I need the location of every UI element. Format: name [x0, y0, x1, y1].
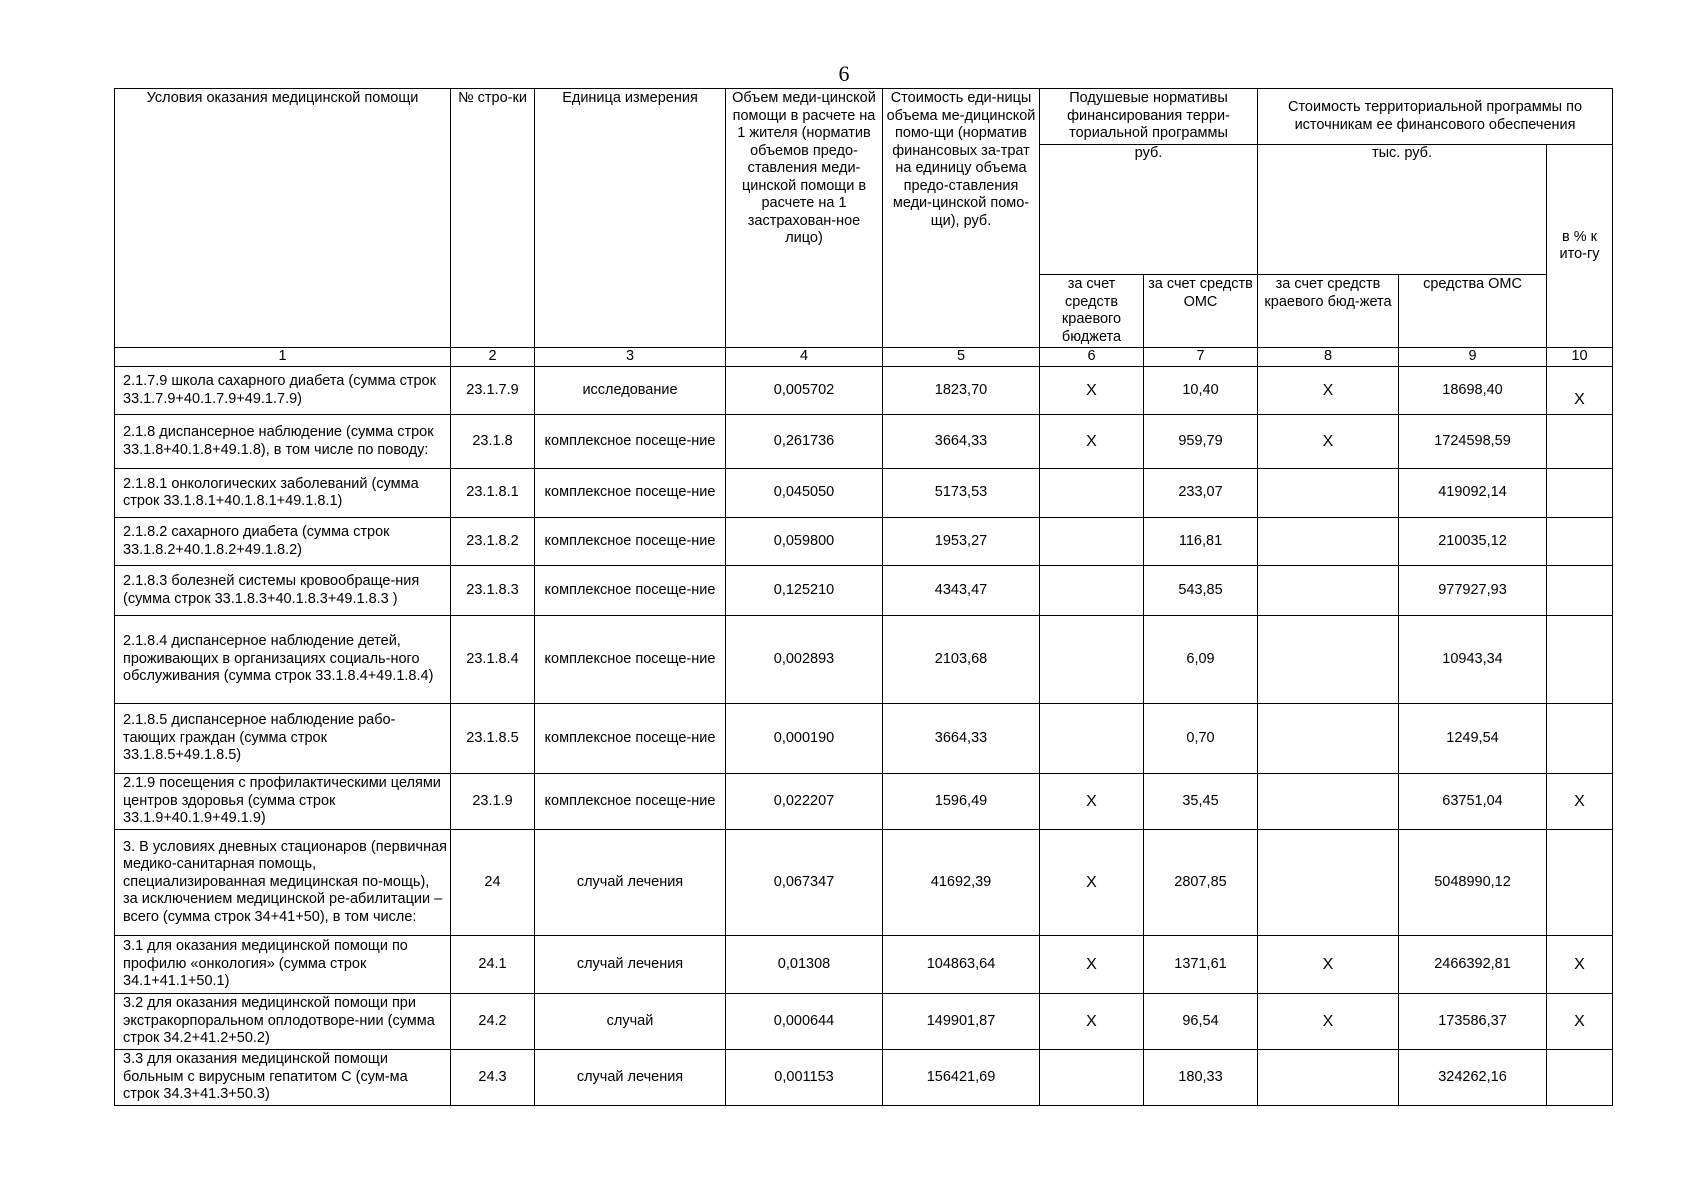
column-number: 6 [1040, 348, 1144, 367]
table-row [115, 518, 1613, 566]
row-regional-budget-cost [1258, 830, 1399, 936]
row-unit-cost: 104863,64 [883, 936, 1040, 994]
row-condition: 2.1.8.4 диспансерное наблюдение детей, проживающих в организациях социаль-ного обслуживания (сумма строк 33.1.8.4+49.1.8.4) [115, 616, 451, 704]
row-condition: 2.1.8.2 сахарного диабета (сумма строк 33.1.8.2+40.1.8.2+49.1.8.2) [115, 518, 451, 566]
column-number: 1 [115, 348, 451, 367]
row-regional-budget-norm: Х [1040, 936, 1144, 994]
row-unit-cost: 41692,39 [883, 830, 1040, 936]
row-regional-budget-cost [1258, 616, 1399, 704]
column-number: 10 [1547, 348, 1613, 367]
row-regional-budget-cost: Х [1258, 367, 1399, 415]
header-unit: Единица измерения [535, 89, 726, 348]
row-percent [1547, 469, 1613, 518]
row-oms-norm: 180,33 [1144, 1050, 1258, 1106]
row-condition: 2.1.8 диспансерное наблюдение (сумма строк 33.1.8+40.1.8+49.1.8), в том числе по поводу: [115, 415, 451, 469]
row-line-number: 23.1.7.9 [451, 367, 535, 415]
header-unit-cost: Стоимость еди-ницы объема ме-дицинской помо-щи (норматив финансовых за-трат на единицу объема предо-ставления меди-цинской помо-щи), руб. [883, 89, 1040, 348]
row-volume: 0,059800 [726, 518, 883, 566]
header-line-number: № стро-ки [451, 89, 535, 348]
row-line-number: 23.1.8.5 [451, 704, 535, 774]
column-number: 8 [1258, 348, 1399, 367]
table-body [115, 367, 1613, 1106]
row-line-number: 23.1.8.2 [451, 518, 535, 566]
row-percent [1547, 566, 1613, 616]
row-unit-cost: 5173,53 [883, 469, 1040, 518]
column-number: 7 [1144, 348, 1258, 367]
table-row [115, 367, 1613, 415]
row-regional-budget-norm: Х [1040, 415, 1144, 469]
row-oms-cost: 173586,37 [1399, 994, 1547, 1050]
header-program-cost: Стоимость территориальной программы по источникам ее финансового обеспечения [1258, 89, 1613, 145]
table-row [115, 936, 1613, 994]
table-row [115, 616, 1613, 704]
row-regional-budget-cost: Х [1258, 994, 1399, 1050]
row-oms-norm: 233,07 [1144, 469, 1258, 518]
row-oms-cost: 63751,04 [1399, 774, 1547, 830]
row-regional-budget-norm: Х [1040, 994, 1144, 1050]
row-line-number: 23.1.8.4 [451, 616, 535, 704]
row-regional-budget-norm [1040, 469, 1144, 518]
row-condition: 2.1.7.9 школа сахарного диабета (сумма строк 33.1.7.9+40.1.7.9+49.1.7.9) [115, 367, 451, 415]
row-unit: комплексное посеще-ние [535, 616, 726, 704]
row-unit: комплексное посеще-ние [535, 704, 726, 774]
row-oms-cost: 1724598,59 [1399, 415, 1547, 469]
row-volume: 0,067347 [726, 830, 883, 936]
row-unit-cost: 156421,69 [883, 1050, 1040, 1106]
row-unit-cost: 3664,33 [883, 704, 1040, 774]
row-oms-norm: 116,81 [1144, 518, 1258, 566]
row-regional-budget-norm: Х [1040, 367, 1144, 415]
row-regional-budget-cost [1258, 1050, 1399, 1106]
row-regional-budget-norm [1040, 1050, 1144, 1106]
table-row [115, 774, 1613, 830]
row-oms-norm: 543,85 [1144, 566, 1258, 616]
row-volume: 0,005702 [726, 367, 883, 415]
row-regional-budget-norm [1040, 616, 1144, 704]
header-unit-thous-rub: тыс. руб. [1258, 145, 1547, 275]
column-number-row [115, 348, 1613, 367]
row-unit: случай [535, 994, 726, 1050]
row-regional-budget-norm [1040, 704, 1144, 774]
header-oms-norm: за счет средств ОМС [1144, 275, 1258, 348]
column-number: 4 [726, 348, 883, 367]
row-regional-budget-cost [1258, 704, 1399, 774]
column-number: 2 [451, 348, 535, 367]
row-condition: 2.1.8.3 болезней системы кровообраще-ния (сумма строк 33.1.8.3+40.1.8.3+49.1.8.3 ) [115, 566, 451, 616]
row-oms-norm: 35,45 [1144, 774, 1258, 830]
row-unit: случай лечения [535, 1050, 726, 1106]
column-number: 3 [535, 348, 726, 367]
row-oms-cost: 977927,93 [1399, 566, 1547, 616]
row-line-number: 24.2 [451, 994, 535, 1050]
row-regional-budget-cost: Х [1258, 936, 1399, 994]
table-row [115, 415, 1613, 469]
row-volume: 0,261736 [726, 415, 883, 469]
row-volume: 0,045050 [726, 469, 883, 518]
header-regional-budget-norm: за счет средств краевого бюджета [1040, 275, 1144, 348]
row-unit: случай лечения [535, 936, 726, 994]
row-oms-cost: 10943,34 [1399, 616, 1547, 704]
row-oms-norm: 959,79 [1144, 415, 1258, 469]
row-percent [1547, 518, 1613, 566]
row-volume: 0,001153 [726, 1050, 883, 1106]
row-oms-norm: 6,09 [1144, 616, 1258, 704]
table-row [115, 469, 1613, 518]
row-line-number: 24.3 [451, 1050, 535, 1106]
row-oms-cost: 5048990,12 [1399, 830, 1547, 936]
row-percent [1547, 704, 1613, 774]
row-regional-budget-norm [1040, 566, 1144, 616]
header-per-capita-norms: Подушевые нормативы финансирования терри-ториальной программы [1040, 89, 1258, 145]
row-regional-budget-cost: Х [1258, 415, 1399, 469]
row-unit-cost: 4343,47 [883, 566, 1040, 616]
page-number: 6 [838, 61, 850, 86]
row-unit-cost: 2103,68 [883, 616, 1040, 704]
row-regional-budget-norm: Х [1040, 774, 1144, 830]
table-row [115, 566, 1613, 616]
row-oms-cost: 2466392,81 [1399, 936, 1547, 994]
row-oms-cost: 324262,16 [1399, 1050, 1547, 1106]
row-percent [1547, 830, 1613, 936]
row-unit-cost: 149901,87 [883, 994, 1040, 1050]
row-oms-norm: 1371,61 [1144, 936, 1258, 994]
row-oms-cost: 210035,12 [1399, 518, 1547, 566]
row-oms-cost: 1249,54 [1399, 704, 1547, 774]
row-condition: 3.2 для оказания медицинской помощи при экстракорпоральном оплодотворе-нии (сумма строк 34.2+41.2+50.2) [115, 994, 451, 1050]
table-row [115, 830, 1613, 936]
row-regional-budget-cost [1258, 518, 1399, 566]
row-oms-norm: 0,70 [1144, 704, 1258, 774]
row-volume: 0,125210 [726, 566, 883, 616]
row-condition: 3.3 для оказания медицинской помощи больным с вирусным гепатитом С (сум-ма строк 34.3+41.3+50.3) [115, 1050, 451, 1106]
row-regional-budget-norm [1040, 518, 1144, 566]
row-oms-norm: 2807,85 [1144, 830, 1258, 936]
row-regional-budget-cost [1258, 774, 1399, 830]
row-line-number: 23.1.8.1 [451, 469, 535, 518]
header-unit-rub: руб. [1040, 145, 1258, 275]
column-number: 9 [1399, 348, 1547, 367]
row-condition: 3.1 для оказания медицинской помощи по профилю «онкология» (сумма строк 34.1+41.1+50.1) [115, 936, 451, 994]
header-oms-cost: средства ОМС [1399, 275, 1547, 348]
row-unit: случай лечения [535, 830, 726, 936]
row-percent: Х [1547, 367, 1613, 415]
table-row [115, 1050, 1613, 1106]
row-percent: Х [1547, 774, 1613, 830]
row-unit-cost: 1953,27 [883, 518, 1040, 566]
row-regional-budget-cost [1258, 566, 1399, 616]
row-percent [1547, 415, 1613, 469]
row-condition: 2.1.8.5 диспансерное наблюдение рабо-тающих граждан (сумма строк 33.1.8.5+49.1.8.5) [115, 704, 451, 774]
header-volume: Объем меди-цинской помощи в расчете на 1 жителя (норматив объемов предо-ставления меди-цинской помощи в расчете на 1 застрахован-ное лицо) [726, 89, 883, 348]
row-condition: 2.1.8.1 онкологических заболеваний (сумма строк 33.1.8.1+40.1.8.1+49.1.8.1) [115, 469, 451, 518]
row-unit: комплексное посеще-ние [535, 774, 726, 830]
row-oms-cost: 18698,40 [1399, 367, 1547, 415]
row-regional-budget-norm: Х [1040, 830, 1144, 936]
row-oms-norm: 10,40 [1144, 367, 1258, 415]
row-percent [1547, 616, 1613, 704]
row-volume: 0,000190 [726, 704, 883, 774]
row-percent: Х [1547, 994, 1613, 1050]
row-unit: комплексное посеще-ние [535, 518, 726, 566]
row-line-number: 24 [451, 830, 535, 936]
table-row [115, 994, 1613, 1050]
header-conditions: Условия оказания медицинской помощи [115, 89, 451, 348]
row-oms-cost: 419092,14 [1399, 469, 1547, 518]
table-row [115, 704, 1613, 774]
row-unit: комплексное посеще-ние [535, 415, 726, 469]
row-percent: Х [1547, 936, 1613, 994]
row-unit-cost: 1596,49 [883, 774, 1040, 830]
row-unit-cost: 1823,70 [883, 367, 1040, 415]
row-condition: 2.1.9 посещения с профилактическими целями центров здоровья (сумма строк 33.1.9+40.1.9+49.1.9) [115, 774, 451, 830]
medical-care-cost-table [114, 88, 1613, 1106]
row-volume: 0,01308 [726, 936, 883, 994]
row-volume: 0,002893 [726, 616, 883, 704]
row-unit: исследование [535, 367, 726, 415]
row-unit-cost: 3664,33 [883, 415, 1040, 469]
row-percent [1547, 1050, 1613, 1106]
row-unit: комплексное посеще-ние [535, 566, 726, 616]
row-volume: 0,022207 [726, 774, 883, 830]
column-number: 5 [883, 348, 1040, 367]
row-line-number: 23.1.9 [451, 774, 535, 830]
row-unit: комплексное посеще-ние [535, 469, 726, 518]
header-regional-budget-cost: за счет средств краевого бюд-жета [1258, 275, 1399, 348]
header-percent-of-total: в % к ито-гу [1547, 145, 1613, 348]
row-line-number: 23.1.8 [451, 415, 535, 469]
row-line-number: 24.1 [451, 936, 535, 994]
row-regional-budget-cost [1258, 469, 1399, 518]
row-oms-norm: 96,54 [1144, 994, 1258, 1050]
row-volume: 0,000644 [726, 994, 883, 1050]
row-line-number: 23.1.8.3 [451, 566, 535, 616]
row-condition: 3. В условиях дневных стационаров (первичная медико-санитарная помощь, специализированная медицинская по-мощь), за исключением медицинской ре-абилитации – всего (сумма строк 34+41+50), в том числе: [115, 830, 451, 936]
